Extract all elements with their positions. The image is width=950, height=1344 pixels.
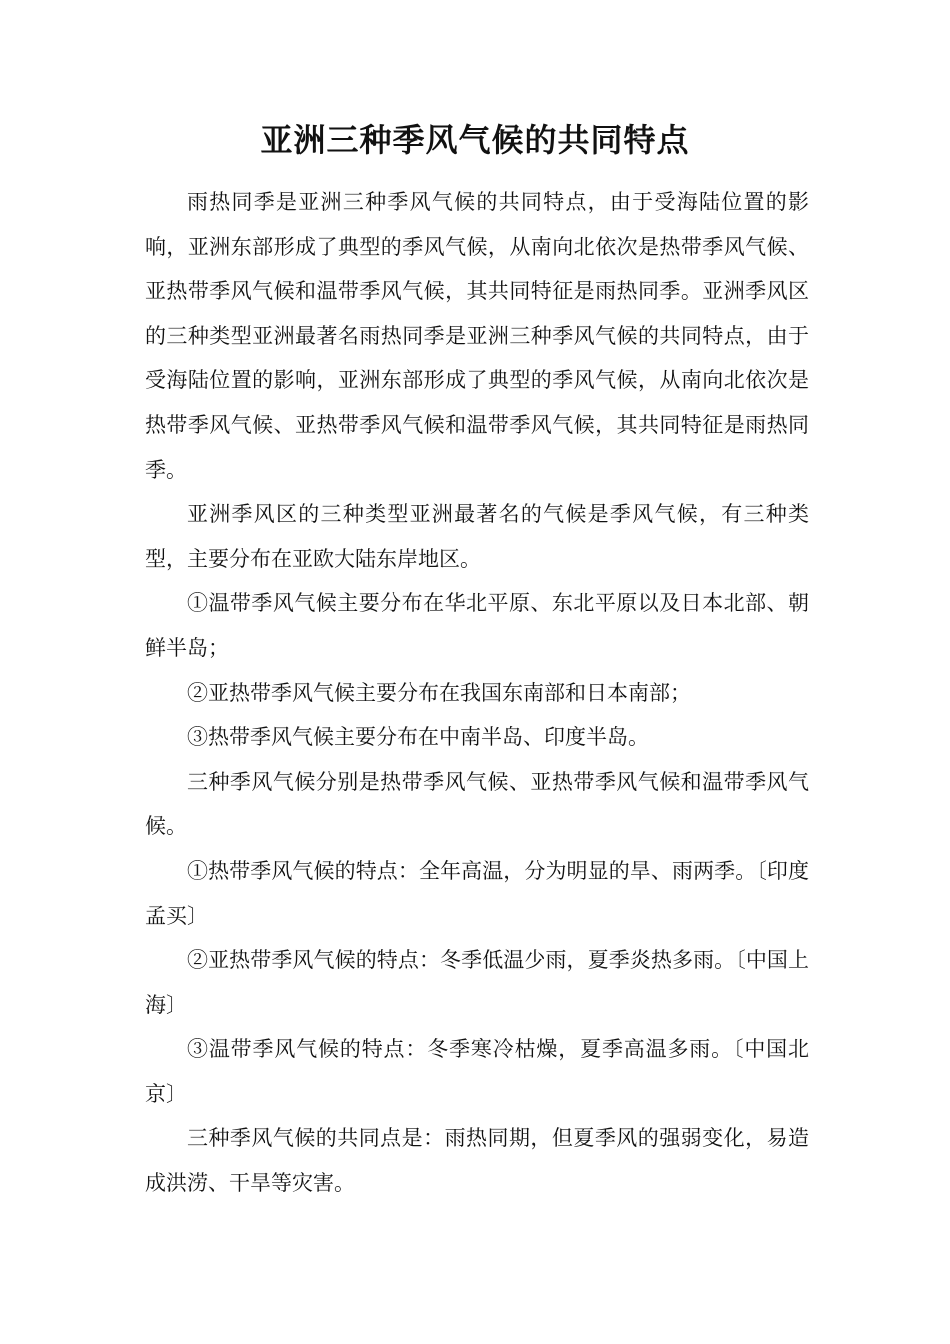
paragraph-10: 三种季风气候的共同点是：雨热同期，但夏季风的强弱变化，易造成洪涝、干旱等灾害。 xyxy=(145,1126,809,1196)
document-body xyxy=(145,180,809,1206)
paragraph-1: 雨热同季是亚洲三种季风气候的共同特点，由于受海陆位置的影响，亚洲东部形成了典型的季风气候，从南向北依次是热带季风气候、亚热带季风气候和温带季风气候，其共同特征是雨热同季。亚洲季风区的三种类型亚洲最著名雨热同季是亚洲三种季风气候的共同特点，由于受海陆位置的影响，亚洲东部形成了典型的季风气候，从南向北依次是热带季风气候、亚热带季风气候和温带季风气候，其共同特征是雨热同季。 xyxy=(145,190,809,482)
paragraph-5: ③热带季风气候主要分布在中南半岛、印度半岛。 xyxy=(187,725,649,750)
paragraph-4: ②亚热带季风气候主要分布在我国东南部和日本南部； xyxy=(187,680,691,705)
paragraph-8: ②亚热带季风气候的特点：冬季低温少雨，夏季炎热多雨。〔中国上海〕 xyxy=(145,948,809,1017)
paragraph-2: 亚洲季风区的三种类型亚洲最著名的气候是季风气候，有三种类型，主要分布在亚欧大陆东岸地区。 xyxy=(145,502,809,571)
document-title: 亚洲三种季风气候的共同特点 xyxy=(260,121,690,159)
paragraph-3: ①温带季风气候主要分布在华北平原、东北平原以及日本北部、朝鲜半岛； xyxy=(145,591,809,660)
paragraph-7: ①热带季风气候的特点：全年高温，分为明显的旱、雨两季。〔印度孟买〕 xyxy=(145,858,809,928)
paragraph-9: ③温带季风气候的特点：冬季寒冷枯燥，夏季高温多雨。〔中国北京〕 xyxy=(145,1037,809,1106)
paragraph-6: 三种季风气候分别是热带季风气候、亚热带季风气候和温带季风气候。 xyxy=(145,769,809,839)
